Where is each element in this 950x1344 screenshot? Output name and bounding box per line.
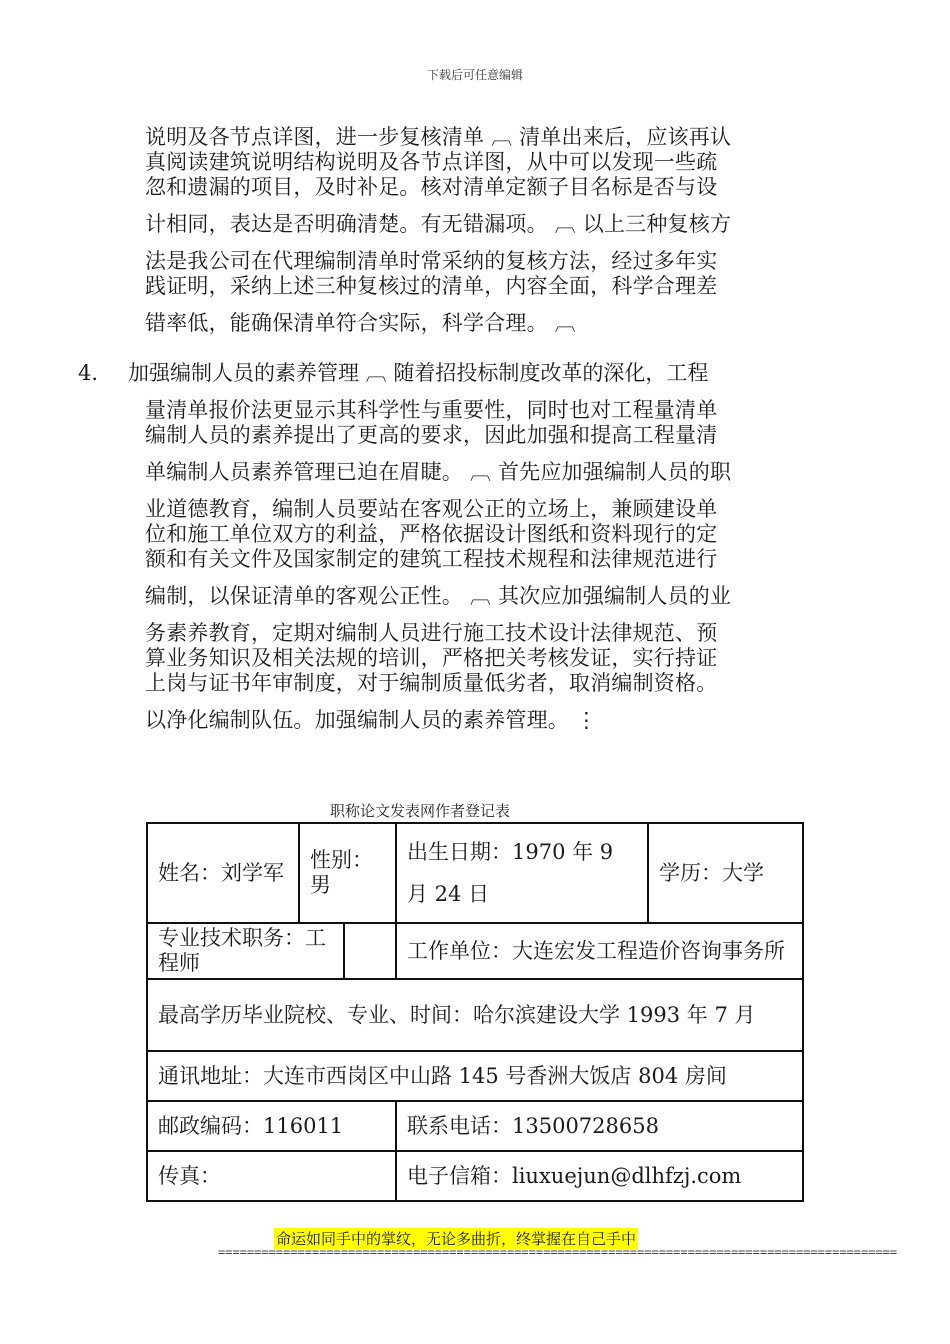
text-line: 说明及各节点详图，进一步复核清单 ︹ 清单出来后，应该再认 — [145, 125, 732, 149]
text-line: 额和有关文件及国家制定的建筑工程技术规程和法律规范进行 — [145, 547, 718, 571]
page-header: 下载后可任意编辑 — [426, 68, 523, 82]
text-line: 践证明，采纳上述三种复核过的清单，内容全面，科学合理差 — [145, 274, 718, 298]
author-registration-table — [146, 822, 804, 1202]
text-line: 上岗与证书年审制度，对于编制质量低劣者，取消编制资格。 — [145, 671, 718, 695]
footer-divider: ============================================================================================== — [218, 1245, 898, 1259]
fax-cell: 传真： — [147, 1151, 396, 1201]
text-line: 以净化编制队伍。加强编制人员的素养管理。 ⋮ — [145, 708, 598, 732]
paragraph-staff-management — [145, 398, 805, 733]
birth-cell: 出生日期：1970 年 9 月 24 日 — [396, 823, 648, 923]
text-line: 单编制人员素养管理已迫在眉睫。 ︹ 首先应加强编制人员的职 — [145, 460, 732, 484]
table-title: 职称论文发表网作者登记表 — [330, 802, 511, 820]
text-line: 位和施工单位双方的利益，严格依据设计图纸和资料现行的定 — [145, 522, 718, 546]
education-cell: 学历：大学 — [648, 823, 803, 923]
text-line: 忽和遗漏的项目，及时补足。核对清单定额子目名标是否与设 — [145, 175, 718, 199]
employer-cell: 工作单位：大连宏发工程造价咨询事务所 — [396, 923, 803, 979]
school-cell: 最高学历毕业院校、专业、时间：哈尔滨建设大学 1993 年 7 月 — [147, 979, 803, 1051]
list-number: 4. — [78, 361, 99, 385]
job-title-cell: 专业技术职务：工程师 — [148, 924, 344, 978]
address-cell: 通讯地址：大连市西岗区中山路 145 号香洲大饭店 804 房间 — [147, 1051, 803, 1101]
footer-quote: 命运如同手中的掌纹，无论多曲折，终掌握在自己手中 — [276, 1230, 637, 1248]
text-line: 真阅读建筑说明结构说明及各节点详图，从中可以发现一些疏 — [145, 150, 718, 174]
text-line: 量清单报价法更显示其科学性与重要性，同时也对工程量清单 — [145, 398, 718, 422]
text-line: 算业务知识及相关法规的培训，严格把关考核发证，实行持证 — [145, 646, 718, 670]
text-line: 计相同，表达是否明确清楚。有无错漏项。 ︹ 以上三种复核方 — [145, 212, 732, 236]
item-heading-line: 加强编制人员的素养管理 ︹ 随着招投标制度改革的深化，工程 — [128, 361, 709, 385]
text-line: 编制，以保证清单的客观公正性。 ︹ 其次应加强编制人员的业 — [145, 584, 732, 608]
text-line: 编制人员的素养提出了更高的要求，因此加强和提高工程量清 — [145, 423, 718, 447]
phone-cell: 联系电话：13500728658 — [396, 1101, 803, 1151]
name-cell: 姓名：刘学军 — [147, 823, 299, 923]
text-line: 错率低，能确保清单符合实际，科学合理。 ︹ — [145, 311, 576, 335]
email-cell: 电子信箱：liuxuejun@dlhfzj.com — [396, 1151, 803, 1201]
text-line: 法是我公司在代理编制清单时常采纳的复核方法，经过多年实 — [145, 249, 718, 273]
text-line: 业道德教育，编制人员要站在客观公正的立场上，兼顾建设单 — [145, 497, 718, 521]
text-line: 务素养教育，定期对编制人员进行施工技术设计法律规范、预 — [145, 621, 718, 645]
gender-cell: 性别：男 — [299, 823, 396, 923]
employer-cell-left — [344, 924, 395, 978]
paragraph-review-methods — [145, 125, 805, 336]
postcode-cell: 邮政编码：116011 — [147, 1101, 396, 1151]
